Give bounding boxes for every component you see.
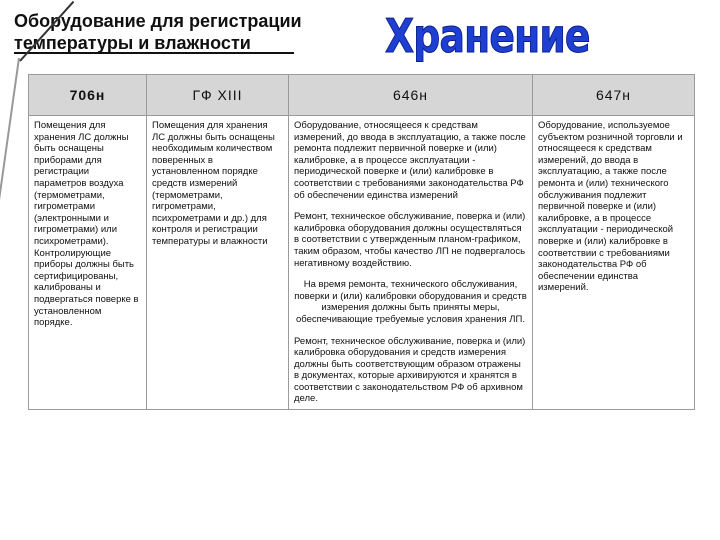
cell-paragraph: На время ремонта, технического обслуживания, поверки и (или) калибровки оборудования и средств измерения должны быть приняты меры, обеспечивающие требуемые условия хранения ЛП. [294,279,527,325]
column-header: 646н [289,75,533,116]
table-cell-646n [289,116,533,410]
cell-paragraph: Ремонт, техническое обслуживание, поверка и (или) калибровка оборудования должны осуществляться в соответствии с утвержденным планом-графиком, таким образом, чтобы качество ЛП не подвергалось негативному воздействию. [294,211,526,269]
slide-title-line1: Оборудование для регистрации [14,11,302,31]
section-heading: Хранение [385,9,590,63]
column-header: 647н [533,75,695,116]
cell-paragraph: Оборудование, относящееся к средствам измерений, до ввода в эксплуатацию, а также после ремонта подлежит первичной поверке и (или) калибровке, а в процессе эксплуатации - периодической поверке и (или) калибровке в соответствии с требованиями законодательства РФ об обеспечении единства измерений [294,120,526,201]
cell-text: Помещения для хранения ЛС должны быть оснащены необходимым количеством поверенных в установленном порядке средств измерений (термометрами, гигрометрами, психрометрами и др.) для контроля и регистрации температуры и влажности [152,120,275,247]
comparison-table [28,74,695,410]
slide-title-line2: температуры и влажности [14,33,251,53]
table-cell-gf13 [147,116,289,410]
table-header-row [29,75,695,116]
table-cell-706n [29,116,147,410]
slide-title [14,10,354,54]
cell-text: Помещения для хранения ЛС должны быть оснащены приборами для регистрации параметров воздуха (термометрами, гигрометрами (электронными и гигрометрами) или психрометрами). Контролирующие приборы должны быть сертифицированы, калиброваны и подвергаться поверке в установленном порядке. [34,120,139,329]
table-cell-647n [533,116,695,410]
title-underline [14,52,294,54]
decorative-line [0,58,20,237]
table-row [29,116,695,410]
cell-paragraph: Ремонт, техническое обслуживание, поверка и (или) калибровка оборудования и средств измерения должны быть соответствующим образом отражены в документах, которые архивируются и хранятся в соответствии с законодательством РФ об архивном деле. [294,335,526,405]
column-header: 706н [29,75,147,116]
cell-text: Оборудование, используемое субъектом розничной торговли и относящееся к средствам измерений, до ввода в эксплуатацию, а также после ремонта и (или) технического обслуживания подлежит первичной поверке и (или) калибровке, а в процессе эксплуатации - периодической поверке и (или) калибровке в соответствии с требованиями законодательства РФ об обеспечении единства измерений. [538,120,683,294]
column-header: ГФ XIII [147,75,289,116]
